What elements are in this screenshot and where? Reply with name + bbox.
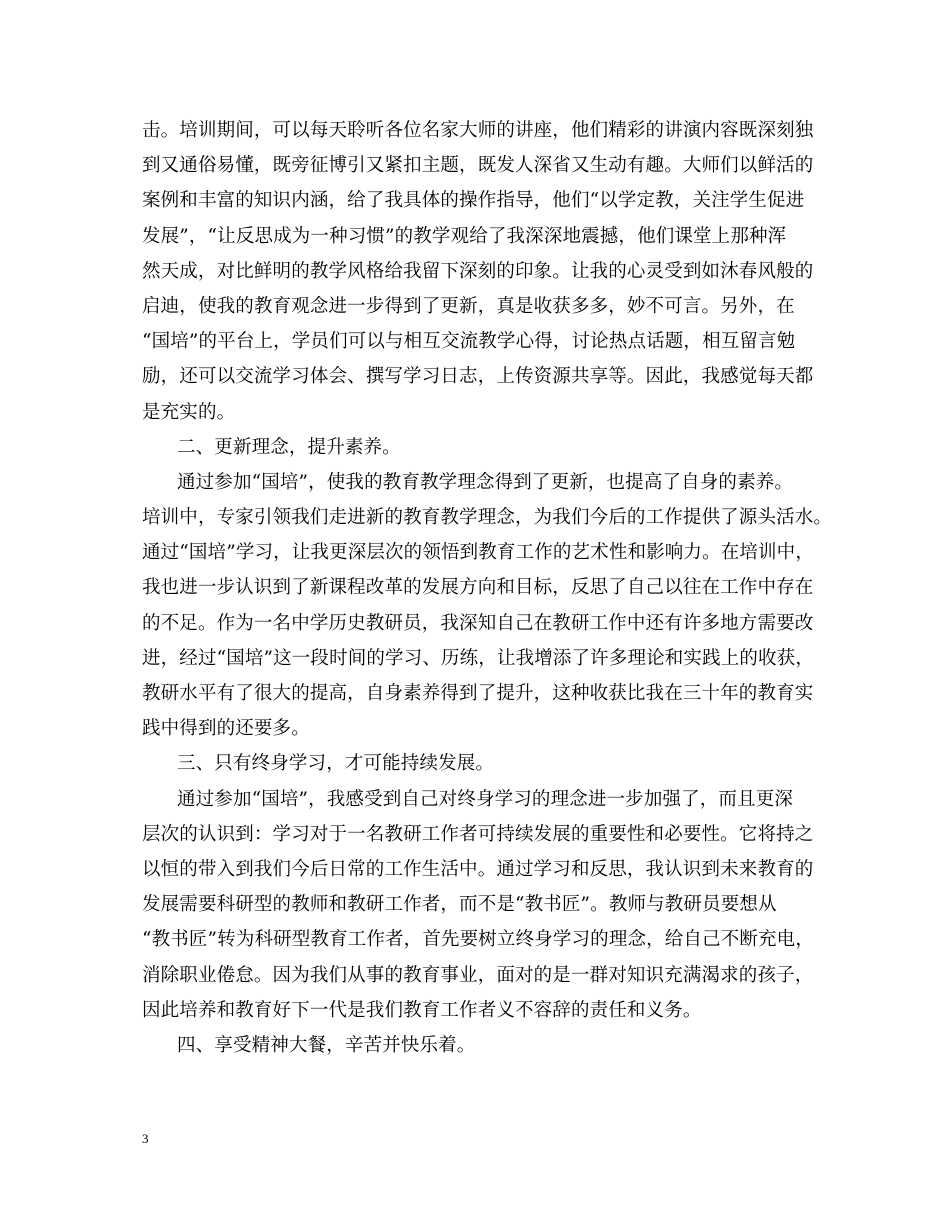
text-line: 是充实的。 [142, 401, 236, 423]
text-line: 励，还可以交流学习体会、撰写学习日志，上传资源共享等。因此，我感觉每天都 [142, 366, 814, 388]
text-line: 发展需要科研型的教师和教研工作者，而不是“教书匠”。教师与教研员要想从 [142, 894, 777, 916]
text-line: 教研水平有了很大的提高，自身素养得到了提升，这种收获比我在三十年的教育实 [142, 683, 814, 704]
text-line: 通过参加“国培”，使我的教育教学理念得到了更新，也提高了自身的素养。 [177, 471, 794, 493]
text-line: “教书匠”转为科研型教育工作者，首先要树立终身学习的理念，给自己不断充电， [142, 929, 814, 951]
text-line: 四、享受精神大餐，辛苦并快乐着。 [177, 1034, 476, 1056]
text-line: 通过参加“国培”，我感受到自己对终身学习的理念进一步加强了，而且更深 [177, 788, 794, 810]
text-line: 消除职业倦怠。因为我们从事的教育事业，面对的是一群对知识充满渴求的孩子， [142, 964, 814, 986]
text-line: 启迪，使我的教育观念进一步得到了更新，真是收获多多，妙不可言。另外，在 [142, 295, 795, 317]
text-line: “国培”的平台上，学员们可以与相互交流教学心得，讨论热点话题，相互留言勉 [142, 331, 796, 353]
text-line: 击。培训期间，可以每天聆听各位名家大师的讲座，他们精彩的讲演内容既深刻独 [142, 120, 814, 141]
page-number: 3 [142, 1131, 149, 1146]
text-line: 进，经过“国培”这一段时间的学习、历练，让我增添了许多理论和实践上的收获， [142, 647, 814, 669]
document-body [142, 113, 833, 1063]
text-line: 的不足。作为一名中学历史教研员，我深知自己在教研工作中还有许多地方需要改 [142, 612, 814, 634]
text-line: 到又通俗易懂，既旁征博引又紧扣主题，既发人深省又生动有趣。大师们以鲜活的 [142, 155, 814, 177]
text-line: 案例和丰富的知识内涵，给了我具体的操作指导，他们“以学定教，关注学生促进 [142, 190, 805, 212]
text-line: 践中得到的还要多。 [142, 718, 310, 740]
text-line: 三、只有终身学习，才可能持续发展。 [177, 753, 495, 775]
text-line: 培训中，专家引领我们走进新的教育教学理念，为我们今后的工作提供了源头活水。 [142, 507, 833, 529]
text-line: 我也进一步认识到了新课程改革的发展方向和目标，反思了自己以往在工作中存在 [142, 577, 814, 599]
text-line: 通过“国培”学习，让我更深层次的领悟到教育工作的艺术性和影响力。在培训中， [142, 542, 814, 564]
text-line: 然天成，对比鲜明的教学风格给我留下深刻的印象。让我的心灵受到如沐春风般的 [142, 260, 814, 282]
text-line: 因此培养和教育好下一代是我们教育工作者义不容辞的责任和义务。 [142, 999, 702, 1021]
text-line: 发展”，“让反思成为一种习惯”的教学观给了我深深地震撼，他们课堂上那种浑 [142, 225, 787, 247]
text-line: 二、更新理念，提升素养。 [177, 436, 401, 458]
text-line: 层次的认识到：学习对于一名教研工作者可持续发展的重要性和必要性。它将持之 [142, 823, 814, 845]
text-line: 以恒的带入到我们今后日常的工作生活中。通过学习和反思，我认识到未来教育的 [142, 858, 814, 880]
